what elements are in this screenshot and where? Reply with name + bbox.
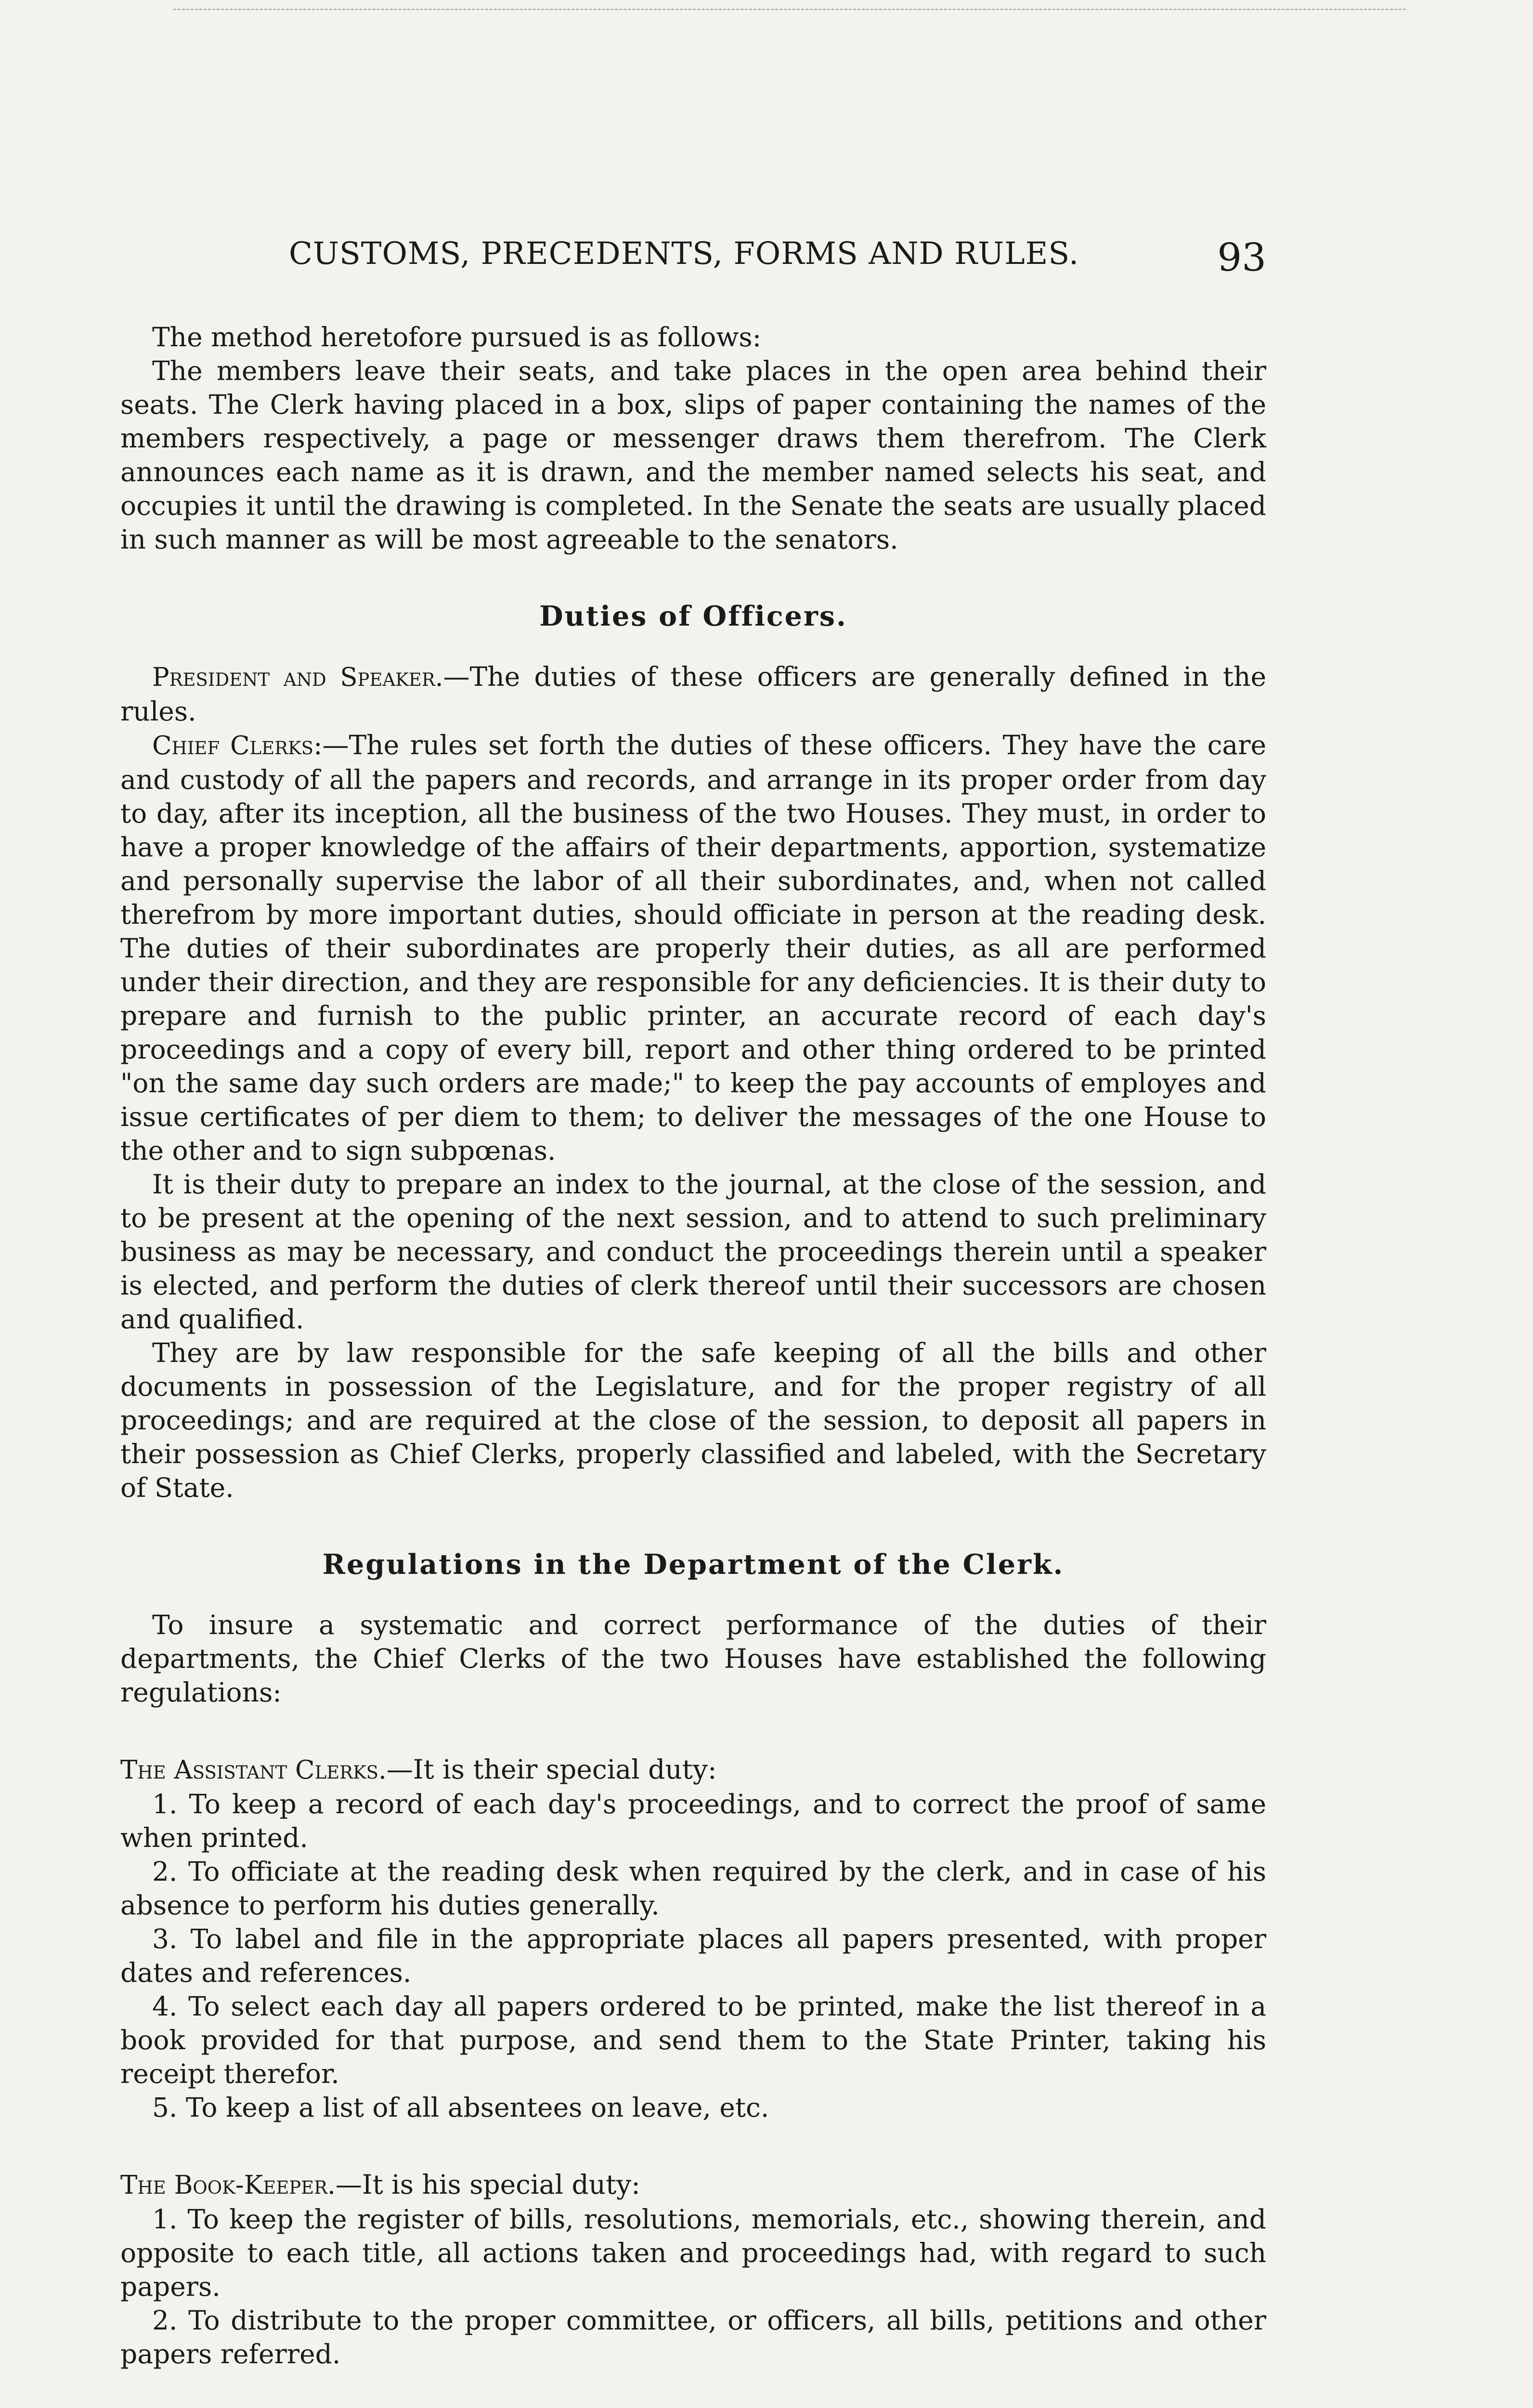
page-header	[120, 231, 1266, 289]
running-title: CUSTOMS, PRECEDENTS, FORMS AND RULES.	[289, 236, 1079, 272]
intro-paragraph-2: The members leave their seats, and take places in the open area behind their seats. The Clerk having placed in a box, slips of paper containing the names of the members respectively, a page or messenger draws them therefrom. The Clerk announces each name as it is drawn, and the member named selects his seat, and occupies it until the drawing is completed. In the Senate the seats are usually placed in such manner as will be most agreeable to the senators.	[120, 355, 1266, 555]
assistant-clerks-caption: The Assistant Clerks.	[120, 1755, 387, 1785]
page-number: 93	[1217, 235, 1266, 280]
book-keeper-item: 1. To keep the register of bills, resolutions, memorials, etc., showing therein, and opposite to each title, all actions taken and proceedings had, with regard to such papers.	[120, 2204, 1266, 2302]
page-edge-rule	[173, 9, 1406, 10]
index-paragraph: It is their duty to prepare an index to the journal, at the close of the session, and to be present at the opening of the next session, and to attend to such preliminary business as may be necessary, and conduct the proceedings therein until a speaker is elected, and perform the duties of clerk thereof until their successors are chosen and qualified.	[120, 1169, 1266, 1335]
assistant-clerks-text: —It is their special duty:	[386, 1754, 717, 1785]
assistant-item: 2. To officiate at the reading desk when required by the clerk, and in case of his absence to perform his duties generally.	[120, 1856, 1266, 1921]
president-caption: President and Speaker.	[152, 663, 443, 692]
president-text: —The duties of these officers are generally defined in the rules.	[120, 661, 1266, 727]
chief-clerks-text: :—The rules set forth the duties of these officers. They have the care and custody of all the papers and records, and arrange in its proper order from day to day, after its inception, all the business of the two Houses. They must, in order to have a proper knowledge of the affairs of their departments, apportion, systematize and personally supervise the labor of all their subordinates, and, when not called therefrom by more important duties, should officiate in person at the reading desk. The duties of their subordinates are properly their duties, as all are performed under their direction, and they are responsible for any deficiencies. It is their duty to prepare and furnish to the public printer, an accurate record of each day's proceedings and a copy of every bill, report and other thing ordered to be printed "on the same day such orders are made;" to keep the pay accounts of employes and issue certificates of per diem to them; to deliver the messages of the one House to the other and to sign subpœnas.	[120, 730, 1267, 1166]
spacer	[120, 633, 1266, 660]
assistant-item: 1. To keep a record of each day's proceedings, and to correct the proof of same when printed.	[120, 1789, 1266, 1853]
duties-heading: Duties of Officers.	[539, 600, 847, 632]
assistant-clerks-paragraph	[120, 1753, 1266, 1787]
book-keeper-caption: The Book-Keeper.	[120, 2171, 336, 2200]
intro-paragraph-1: The method heretofore pursued is as follows:	[152, 322, 762, 353]
spacer	[120, 1709, 1266, 1753]
assistant-item: 5. To keep a list of all absentees on leave, etc.	[152, 2092, 769, 2123]
spacer	[120, 556, 1266, 600]
assistant-item: 4. To select each day all papers ordered to be printed, make the list thereof in a book provided for that purpose, and send them to the State Printer, taking his receipt therefor.	[120, 1991, 1266, 2089]
page-body	[120, 320, 1266, 2371]
spacer	[120, 1505, 1266, 1548]
book-keeper-paragraph	[120, 2168, 1266, 2202]
book-keeper-text: —It is his special duty:	[335, 2169, 640, 2200]
law-paragraph: They are by law responsible for the safe keeping of all the bills and other documents in possession of the Legislature, and for the proper registry of all proceedings; and are required at the close of the session, to deposit all papers in their possession as Chief Clerks, properly classified and labeled, with the Secretary of State.	[120, 1337, 1266, 1503]
chief-clerks-caption: Chief Clerks	[152, 731, 313, 760]
chief-clerks-paragraph	[120, 728, 1266, 1167]
spacer	[120, 1582, 1266, 1608]
regulations-intro: To insure a systematic and correct performance of the duties of their departments, the Chief Clerks of the two Houses have established the following regulations:	[120, 1610, 1266, 1708]
president-paragraph	[120, 660, 1266, 728]
assistant-item: 3. To label and file in the appropriate places all papers presented, with proper dates and references.	[120, 1924, 1266, 1988]
book-keeper-item: 2. To distribute to the proper committee, or officers, all bills, petitions and other papers referred.	[120, 2305, 1266, 2369]
regulations-heading: Regulations in the Department of the Clerk.	[322, 1548, 1065, 1581]
spacer	[120, 2124, 1266, 2168]
